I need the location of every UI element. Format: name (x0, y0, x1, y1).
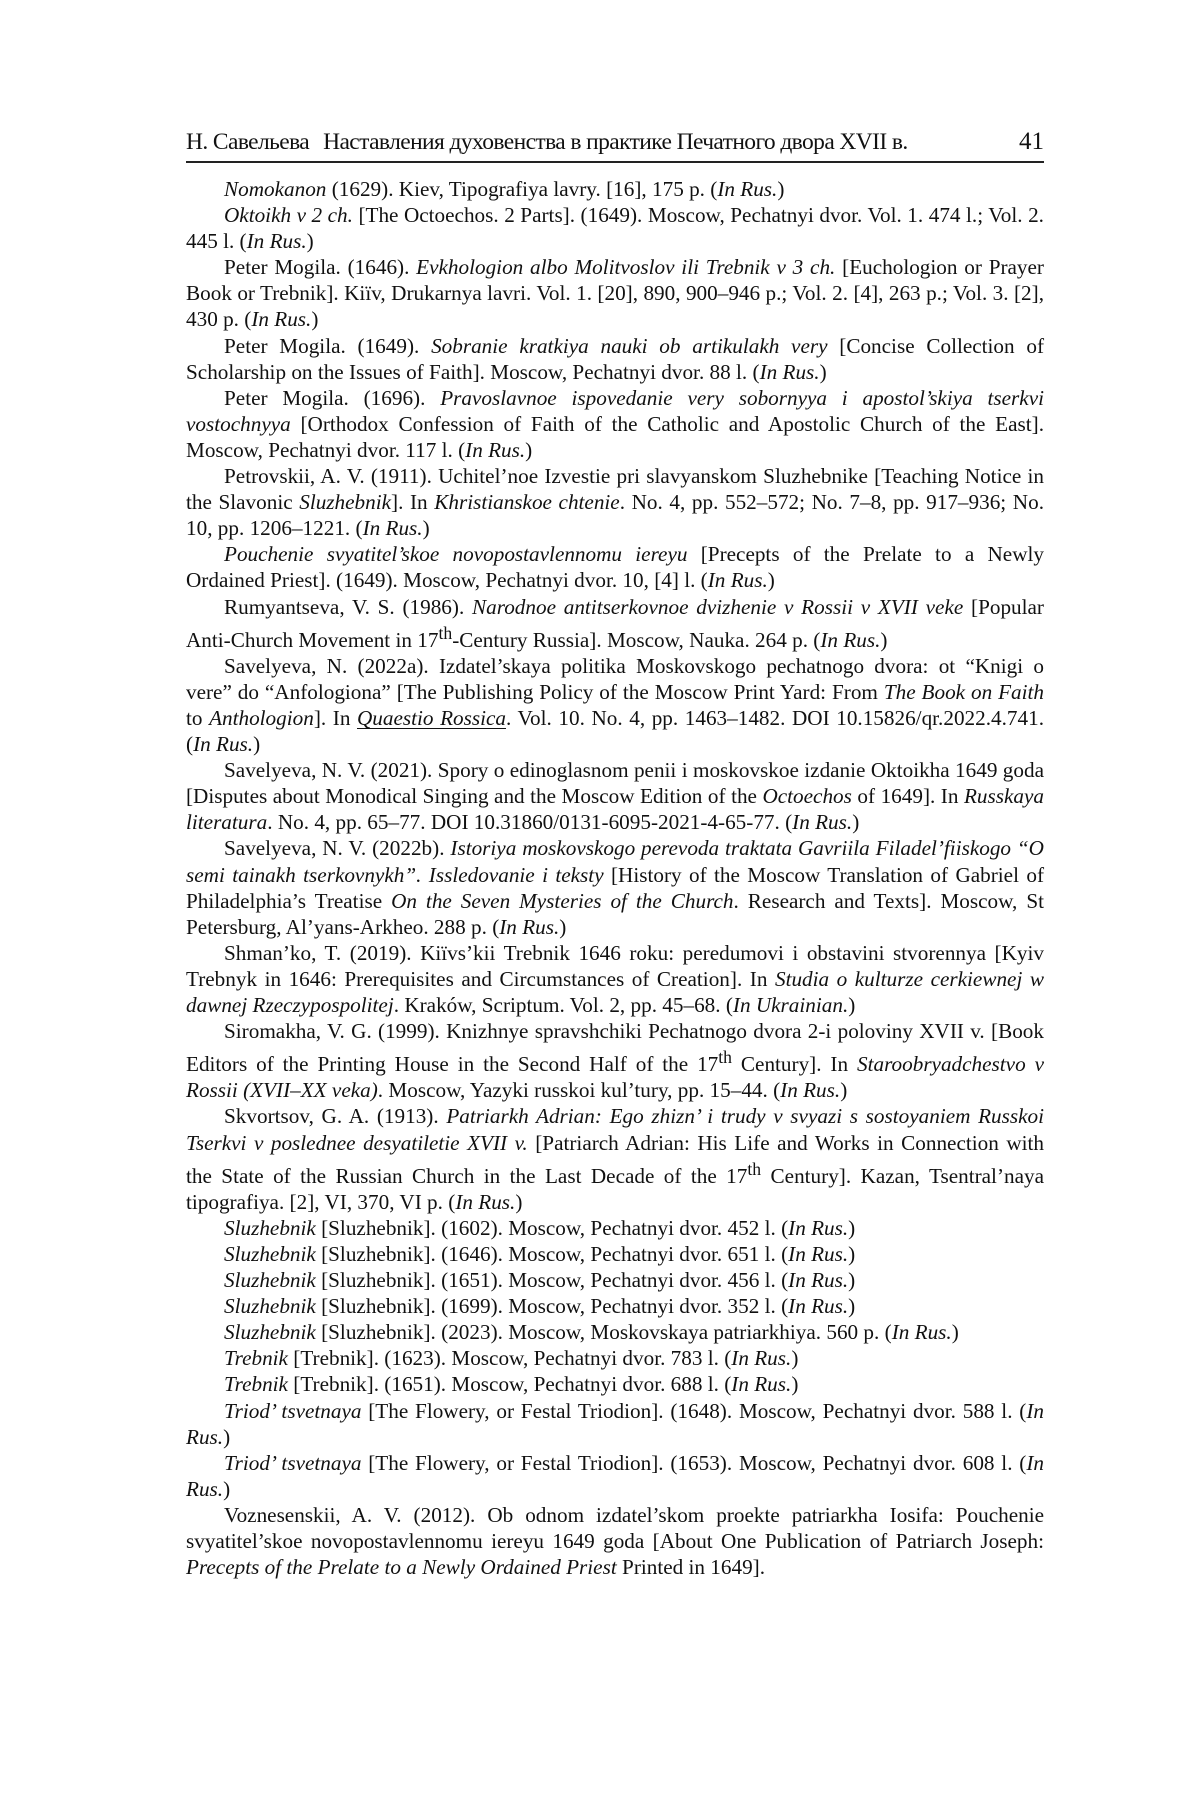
reference-entry: Nomokanon (1629). Kiev, Tipografiya lavry. [16], 175 p. (In Rus.) (224, 177, 785, 201)
reference-entry: Peter Mogila. (1646). Evkhologion albo Molitvoslov ili Trebnik v 3 ch. [Euchologion or Prayer Book or Trebnik]. Kiïv, Drukarnya lavri. Vol. 1. [20], 890, 900–946 p.; Vol. 2. [4], 263 p.; Vol. 3. [2], 430 p. (In Rus.) (186, 255, 1044, 332)
reference-entry: Pouchenie svyatitel’skoe novopostavlennomu iereyu [Precepts of the Prelate to a Newly Ordained Priest]. (1649). Moscow, Pechatnyi dvor. 10, [4] l. (In Rus.) (186, 542, 1044, 593)
reference-entry: Sluzhebnik [Sluzhebnik]. (1699). Moscow, Pechatnyi dvor. 352 l. (In Rus.) (224, 1294, 856, 1319)
reference-entry: Sluzhebnik [Sluzhebnik]. (2023). Moscow, Moskovskaya patriarkhiya. 560 p. (In Rus.) (224, 1320, 959, 1345)
reference-entry: Rumyantseva, V. S. (1986). Narodnoe antitserkovnoe dvizhenie v Rossii v XVII veke [Popular Anti-Church Movement in 17th-Century Russia]. Moscow, Nauka. 264 p. (In Rus.) (186, 594, 1044, 652)
reference-entry: Sluzhebnik [Sluzhebnik]. (1651). Moscow, Pechatnyi dvor. 456 l. (In Rus.) (224, 1268, 856, 1293)
running-header (186, 128, 1044, 156)
reference-entry: Trebnik [Trebnik]. (1651). Moscow, Pechatnyi dvor. 688 l. (In Rus.) (224, 1372, 799, 1397)
reference-entry: Triod’ tsvetnaya [The Flowery, or Festal Triodion]. (1653). Moscow, Pechatnyi dvor. 608 l. (In Rus.) (186, 1450, 1044, 1501)
reference-entry: Peter Mogila. (1649). Sobranie kratkiya nauki ob artikulakh very [Concise Collection of Scholarship on the Issues of Faith]. Moscow, Pechatnyi dvor. 88 l. (In Rus.) (186, 333, 1045, 384)
references-list (186, 176, 1044, 1580)
reference-entry: Oktoikh v 2 ch. [The Octoechos. 2 Parts]. (1649). Moscow, Pechatnyi dvor. Vol. 1. 474 l.; Vol. 2. 445 l. (In Rus.) (186, 203, 1044, 254)
reference-entry: Savelyeva, N. V. (2021). Spory o edinoglasnom penii i moskovskoe izdanie Oktoikha 1649 goda [Disputes about Monodical Singing and the Moscow Edition of the Octoechos of 1649]. In Russkaya literatura. No. 4, pp. 65–77. DOI 10.31860/0131-6095-2021-4-65-77. (In Rus.) (186, 758, 1044, 835)
page-number: 41 (1019, 128, 1044, 155)
header-title: Наставления духовенства в практике Печатного двора XVII в. (323, 129, 908, 155)
header-rule (186, 161, 1044, 163)
reference-entry: Peter Mogila. (1696). Pravoslavnoe ispovedanie very sobornyya i apostol’skiya tserkvi vostochnyya [Orthodox Confession of Faith of the Catholic and Apostolic Church of the East]. Moscow, Pechatnyi dvor. 117 l. (In Rus.) (186, 385, 1044, 462)
reference-entry: Voznesenskii, A. V. (2012). Ob odnom izdatel’skom proekte patriarkha Iosifa: Pouchenie svyatitel’skoe novopostavlennomu iereyu 1649 goda [About One Publication of Patriarch Joseph: Precepts of the Prelate to a Newly Ordained Priest Printed in 1649]. (186, 1502, 1044, 1580)
reference-entry: Skvortsov, G. A. (1913). Patriarkh Adrian: Ego zhizn’ i trudy v svyazi s sostoyaniem Russkoi Tserkvi v poslednee desyatiletie XVII v. [Patriarch Adrian: His Life and Works in Connection with the State of the Russian Church in the Last Decade of the 17th Century]. Kazan, Tsentral’naya tipografiya. [2], VI, 370, VI p. (In Rus.) (186, 1104, 1044, 1214)
reference-entry: Trebnik [Trebnik]. (1623). Moscow, Pechatnyi dvor. 783 l. (In Rus.) (224, 1346, 799, 1371)
reference-entry: Sluzhebnik [Sluzhebnik]. (1646). Moscow, Pechatnyi dvor. 651 l. (In Rus.) (224, 1241, 856, 1266)
header-author: Н. Савельева (186, 129, 310, 155)
reference-entry: Savelyeva, N. (2022a). Izdatel’skaya politika Moskovskogo pechatnogo dvora: ot “Knigi o vere” do “Anfologiona” [The Publishing Policy of the Moscow Print Yard: From The Book on Faith to Anthologion]. In Quaestio Rossica. Vol. 10. No. 4, pp. 1463–1482. DOI 10.15826/qr.2022.4.741. (In Rus.) (186, 653, 1045, 757)
reference-entry: Savelyeva, N. V. (2022b). Istoriya moskovskogo perevoda traktata Gavriila Filadel’fiiskogo “O semi tainakh tserkovnykh”. Issledovanie i teksty [History of the Moscow Translation of Gabriel of Philadelphia’s Treatise On the Seven Mysteries of the Church. Research and Texts]. Moscow, St Petersburg, Al’yans-Arkheo. 288 p. (In Rus.) (186, 836, 1045, 939)
reference-entry: Sluzhebnik [Sluzhebnik]. (1602). Moscow, Pechatnyi dvor. 452 l. (In Rus.) (224, 1215, 856, 1240)
reference-entry: Shman’ko, T. (2019). Kiïvs’kii Trebnik 1646 roku: peredumovi i obstavini stvorennya [Kyiv Trebnyk in 1646: Prerequisites and Circumstances of Creation]. In Studia o kulturze cerkiewnej w dawnej Rzeczypospolitej. Kraków, Scriptum. Vol. 2, pp. 45–68. (In Ukrainian.) (186, 940, 1045, 1017)
reference-entry: Siromakha, V. G. (1999). Knizhnye spravshchiki Pechatnogo dvora 2-i poloviny XVII v. [Book Editors of the Printing House in the Second Half of the 17th Century]. In Staroobryadchestvo v Rossii (XVII–XX veka). Moscow, Yazyki russkoi kul’tury, pp. 15–44. (In Rus.) (186, 1019, 1044, 1103)
reference-entry: Petrovskii, A. V. (1911). Uchitel’noe Izvestie pri slavyanskom Sluzhebnike [Teaching Notice in the Slavonic Sluzhebnik]. In Khristianskoe chtenie. No. 4, pp. 552–572; No. 7–8, pp. 917–936; No. 10, pp. 1206–1221. (In Rus.) (186, 464, 1044, 541)
reference-entry: Triod’ tsvetnaya [The Flowery, or Festal Triodion]. (1648). Moscow, Pechatnyi dvor. 588 l. (In Rus.) (186, 1398, 1044, 1449)
